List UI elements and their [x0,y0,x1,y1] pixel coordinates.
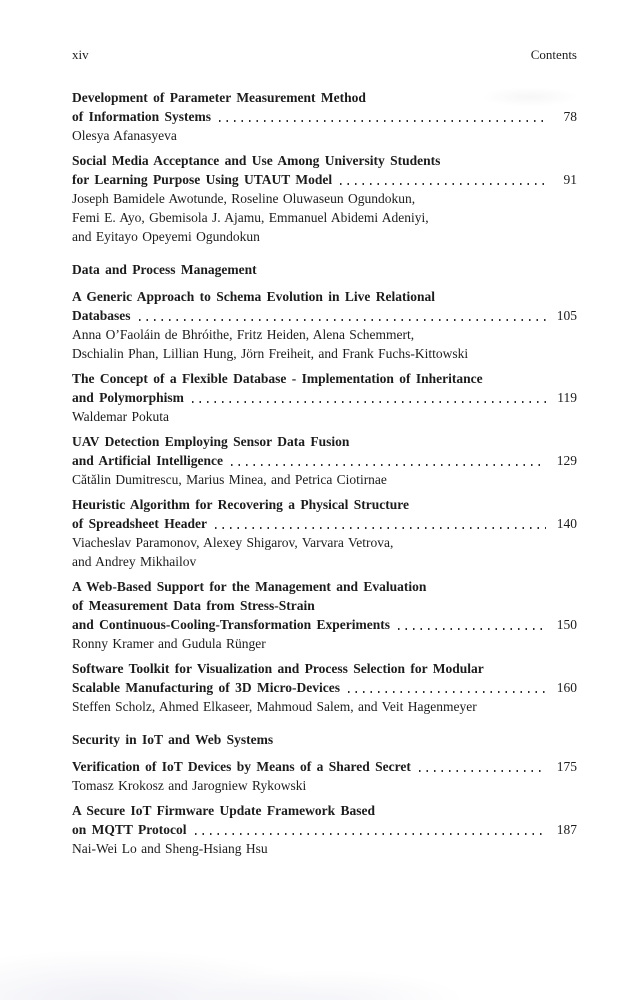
title-last-line [72,678,577,697]
entry-title [72,151,577,189]
title-line: of Measurement Data from Stress-Strain [72,598,315,613]
section-entries [72,757,577,858]
entry-page-number: 175 [556,759,577,774]
toc-list [72,88,577,858]
title-last-line [72,514,577,533]
author-line: Joseph Bamidele Awotunde, Roseline Oluwaseun Ogundokun, [72,191,416,206]
toc-entry [72,88,577,145]
entry-title [72,659,577,697]
toc-section [72,88,577,246]
entry-page-number: 187 [556,822,577,837]
dot-leader [348,691,546,693]
toc-entry [72,495,577,571]
entry-authors [72,634,577,653]
entry-page-number: 105 [556,308,577,323]
entry-page-number: 160 [556,680,577,695]
dot-leader [139,319,546,321]
author-line: Tomasz Krokosz and Jarogniew Rykowski [72,778,307,793]
section-heading: Security in IoT and Web Systems [72,732,274,747]
title-line: Heuristic Algorithm for Recovering a Physical Structure [72,497,409,512]
page-folio: xiv [72,47,89,62]
dot-leader [231,464,546,466]
title-line: Social Media Acceptance and Use Among University Students [72,153,441,168]
entry-authors [72,533,577,571]
author-line: Waldemar Pokuta [72,409,170,424]
entry-authors [72,839,577,858]
toc-entry [72,801,577,858]
entry-page-number: 150 [556,617,577,632]
toc-entry [72,659,577,716]
entry-authors [72,325,577,363]
entry-authors [72,189,577,246]
author-line: and Andrey Mikhailov [72,554,197,569]
entry-title [72,757,577,776]
toc-section [72,730,577,858]
title-text: on MQTT Protocol [72,822,187,837]
author-line: Cătălin Dumitrescu, Marius Minea, and Petrica Ciotirnae [72,472,387,487]
title-last-line [72,757,577,776]
author-line: Ronny Kramer and Gudula Rünger [72,636,266,651]
dot-leader [195,833,547,835]
title-text: Verification of IoT Devices by Means of a Shared Secret [72,759,411,774]
title-line: A Secure IoT Firmware Update Framework Based [72,803,375,818]
entry-title [72,287,577,325]
entry-page-number: 91 [563,172,577,187]
title-text: Scalable Manufacturing of 3D Micro-Devices [72,680,340,695]
title-line: Software Toolkit for Visualization and Process Selection for Modular [72,661,484,676]
title-text: of Information Systems [72,109,211,124]
title-last-line [72,170,577,189]
toc-entry [72,432,577,489]
entry-page-number: 119 [557,390,577,405]
author-line: Dschialin Phan, Lillian Hung, Jörn Freiheit, and Frank Fuchs-Kittowski [72,346,469,361]
dot-leader [215,527,546,529]
entry-title [72,432,577,470]
entry-authors [72,126,577,145]
title-text: and Continuous-Cooling-Transformation Experiments [72,617,391,632]
title-text: and Polymorphism [72,390,184,405]
author-line: Femi E. Ayo, Gbemisola J. Ajamu, Emmanuel Abidemi Adeniyi, [72,210,429,225]
title-line: A Web-Based Support for the Management and Evaluation [72,579,427,594]
entry-authors [72,697,577,716]
running-header [72,45,577,64]
title-line: Development of Parameter Measurement Method [72,90,366,105]
title-last-line [72,388,577,407]
title-last-line [72,107,577,126]
entry-authors [72,470,577,489]
entry-authors [72,407,577,426]
toc-entry [72,757,577,795]
entry-title [72,495,577,533]
toc-entry [72,369,577,426]
dot-leader [419,770,546,772]
toc-entry [72,577,577,653]
dot-leader [398,628,546,630]
title-last-line [72,306,577,325]
entry-title [72,88,577,126]
dot-leader [219,120,546,122]
entry-title [72,577,577,634]
entry-page-number: 129 [556,453,577,468]
toc-entry [72,287,577,363]
title-line: The Concept of a Flexible Database - Implementation of Inheritance [72,371,483,386]
author-line: Viacheslav Paramonov, Alexey Shigarov, Varvara Vetrova, [72,535,394,550]
author-line: Anna O’Faoláin de Bhróithe, Fritz Heiden, Alena Schemmert, [72,327,415,342]
title-text: Databases [72,308,131,323]
title-line: UAV Detection Employing Sensor Data Fusion [72,434,350,449]
toc-entry [72,151,577,246]
section-heading: Data and Process Management [72,262,257,277]
section-entries [72,88,577,246]
section-entries [72,287,577,716]
title-text: of Spreadsheet Header [72,516,207,531]
entry-page-number: 78 [563,109,577,124]
entry-title [72,369,577,407]
author-line: Olesya Afanasyeva [72,128,177,143]
author-line: Steffen Scholz, Ahmed Elkaseer, Mahmoud Salem, and Veit Hagenmeyer [72,699,477,714]
title-last-line [72,615,577,634]
title-line: A Generic Approach to Schema Evolution in Live Relational [72,289,436,304]
dot-leader [192,401,546,403]
author-line: and Eyitayo Opeyemi Ogundokun [72,229,260,244]
entry-page-number: 140 [556,516,577,531]
title-last-line [72,820,577,839]
title-last-line [72,451,577,470]
author-line: Nai-Wei Lo and Sheng-Hsiang Hsu [72,841,268,856]
title-text: for Learning Purpose Using UTAUT Model [72,172,333,187]
dot-leader [340,183,546,185]
entry-title [72,801,577,839]
title-text: and Artificial Intelligence [72,453,223,468]
toc-section [72,260,577,716]
entry-authors [72,776,577,795]
running-head-title: Contents [530,47,577,62]
